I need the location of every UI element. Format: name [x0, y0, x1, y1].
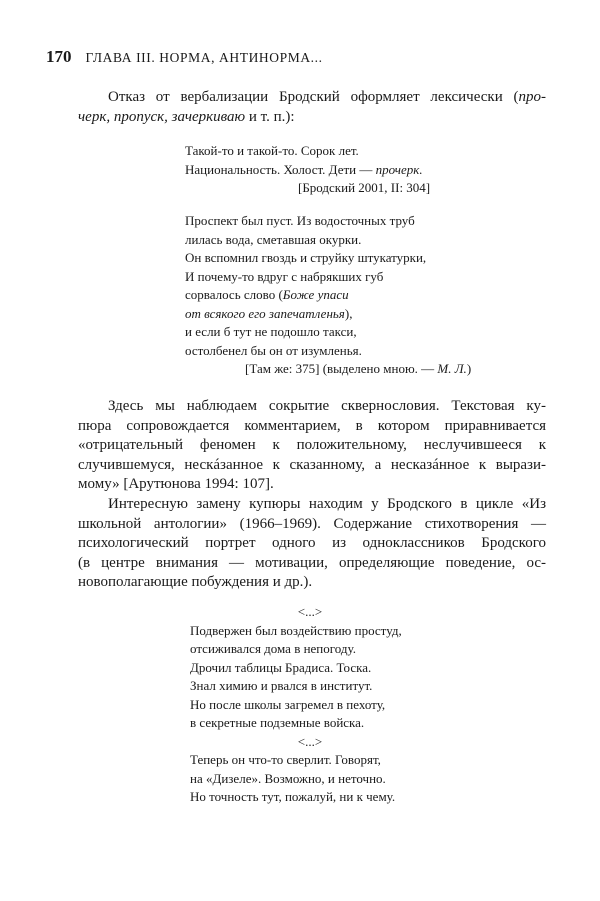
verse-quote-2	[185, 212, 505, 379]
text-line: школьной антологии» (1966–1969). Содержание стихотворения —	[78, 515, 546, 532]
verse-line: Подвержен был воздействию простуд,	[190, 622, 402, 638]
omission-mark: <...>	[297, 604, 323, 619]
page-header	[46, 47, 323, 67]
text-line: Отказ от вербализации Бродский оформляет лексически (про-	[108, 89, 546, 105]
verse-line: отсиживался дома в непогоду.	[190, 641, 356, 656]
verse-line: Теперь он что-то сверлит. Говорят,	[190, 752, 381, 767]
text-line: (в центре внимания — мотивации, определяющие поведение, ос-	[78, 554, 546, 571]
verse-line: и если б тут не подошло такси,	[185, 324, 357, 339]
verse-line: И почему-то вдруг с набрякших губ	[185, 268, 384, 284]
text-line: мому» [Арутюнова 1994: 107].	[78, 476, 274, 492]
text-line: черк, пропуск, зачеркиваю и т. п.):	[78, 108, 295, 125]
paragraph-intro	[78, 88, 546, 127]
text-line: случившемуся, нескáзанное к сказанному, а несказáнное к вырази-	[78, 456, 546, 473]
verse-line: Такой-то и такой-то. Сорок лет.	[185, 143, 359, 158]
citation-reference: [Бродский 2001, II: 304]	[298, 180, 431, 195]
verse-line: Он вспомнил гвоздь и струйку штукатурки,	[185, 250, 427, 265]
text-line: новополагающие побуждения и др.).	[78, 574, 313, 590]
page-number: 170	[46, 47, 72, 66]
text-line: «отрицательный феномен к положительному, неслучившееся к	[78, 437, 546, 453]
text-line: Здесь мы наблюдаем сокрытие сквернословия. Текстовая ку-	[108, 398, 546, 414]
verse-line: от всякого его запечатленья),	[185, 305, 353, 321]
verse-line: в секретные подземные войска.	[190, 715, 365, 730]
omission-mark: <...>	[297, 733, 323, 749]
verse-line: на «Дизеле». Возможно, и неточно.	[190, 770, 386, 786]
text-line: пюра сопровождается комментарием, в котором приравнивается	[78, 417, 546, 434]
verse-quote-1	[185, 142, 445, 198]
text-line: психологический портрет одного из одноклассников Бродского	[78, 535, 546, 551]
citation-reference: [Там же: 375] (выделено мною. — М. Л.)	[245, 361, 472, 376]
verse-line: лилась вода, сметавшая окурки.	[185, 231, 362, 247]
verse-line: остолбенел бы он от изумленья.	[185, 342, 362, 358]
verse-quote-3	[190, 603, 430, 807]
paragraph-anthology	[78, 495, 546, 593]
verse-line: сорвалось слово (Боже упаси	[185, 287, 349, 302]
verse-line: Знал химию и рвался в институт.	[190, 678, 373, 693]
verse-line: Национальность. Холост. Дети — прочерк.	[185, 161, 423, 177]
paragraph-commentary	[78, 397, 546, 495]
verse-line: Дрочил таблицы Брадиса. Тоска.	[190, 659, 372, 675]
running-head: ГЛАВА III. НОРМА, АНТИНОРМА...	[85, 50, 323, 65]
verse-line: Но после школы загремел в пехоту,	[190, 696, 386, 712]
verse-line: Проспект был пуст. Из водосточных труб	[185, 213, 415, 228]
text-line: Интересную замену купюры находим у Бродского в цикле «Из	[108, 496, 546, 512]
verse-line: Но точность тут, пожалуй, ни к чему.	[190, 789, 396, 804]
